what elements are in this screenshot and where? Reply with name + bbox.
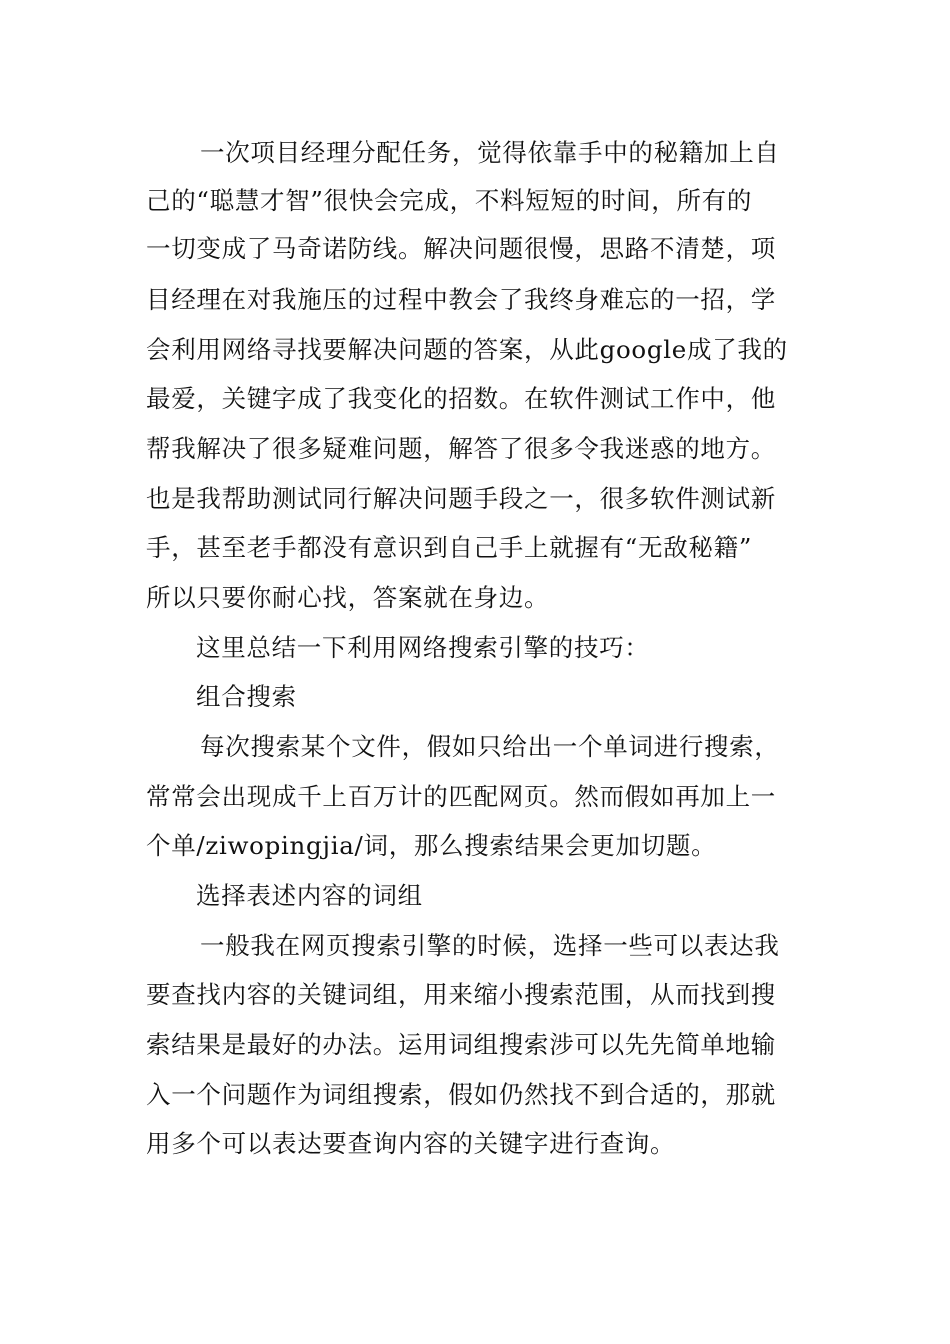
paragraph-line: 手，甚至老手都没有意识到自己手上就握有“无敌秘籍” [146,533,753,562]
paragraph-line: 要查找内容的关键词组，用来缩小搜索范围，从而找到搜 [146,980,776,1009]
paragraph-line: 这里总结一下利用网络搜索引擎的技巧： [196,633,650,662]
paragraph-line: 帮我解决了很多疑难问题，解答了很多令我迷惑的地方。 [146,434,776,463]
paragraph-line: 每次搜索某个文件，假如只给出一个单词进行搜索， [200,732,780,761]
paragraph-line: 最爱，关键字成了我变化的招数。在软件测试工作中，他 [146,384,776,413]
paragraph-line: 会利用网络寻找要解决问题的答案，从此google成了我的 [146,335,788,364]
section-heading: 选择表述内容的词组 [196,881,423,910]
paragraph-line: 个单/ziwopingjia/词，那么搜索结果会更加切题。 [146,831,717,860]
paragraph-line: 入一个问题作为词组搜索，假如仍然找不到合适的，那就 [146,1080,776,1109]
paragraph-line: 常常会出现成千上百万计的匹配网页。然而假如再加上一 [146,782,776,811]
paragraph-line: 所以只要你耐心找，答案就在身边。 [146,583,550,612]
paragraph-line: 用多个可以表达要查询内容的关键字进行查询。 [146,1129,676,1158]
paragraph-line: 己的“聪慧才智”很快会完成，不料短短的时间，所有的 [146,186,753,215]
paragraph-line: 一般我在网页搜索引擎的时候，选择一些可以表达我 [200,931,780,960]
paragraph-line: 也是我帮助测试同行解决问题手段之一，很多软件测试新 [146,484,776,513]
paragraph-line: 一切变成了马奇诺防线。解决问题很慢，思路不清楚，项 [146,234,776,263]
paragraph-line: 索结果是最好的办法。运用词组搜索涉可以先先简单地输 [146,1030,776,1059]
section-heading: 组合搜索 [196,682,297,711]
paragraph-line: 目经理在对我施压的过程中教会了我终身难忘的一招，学 [146,285,776,314]
paragraph-line: 一次项目经理分配任务，觉得依靠手中的秘籍加上自 [200,138,780,167]
